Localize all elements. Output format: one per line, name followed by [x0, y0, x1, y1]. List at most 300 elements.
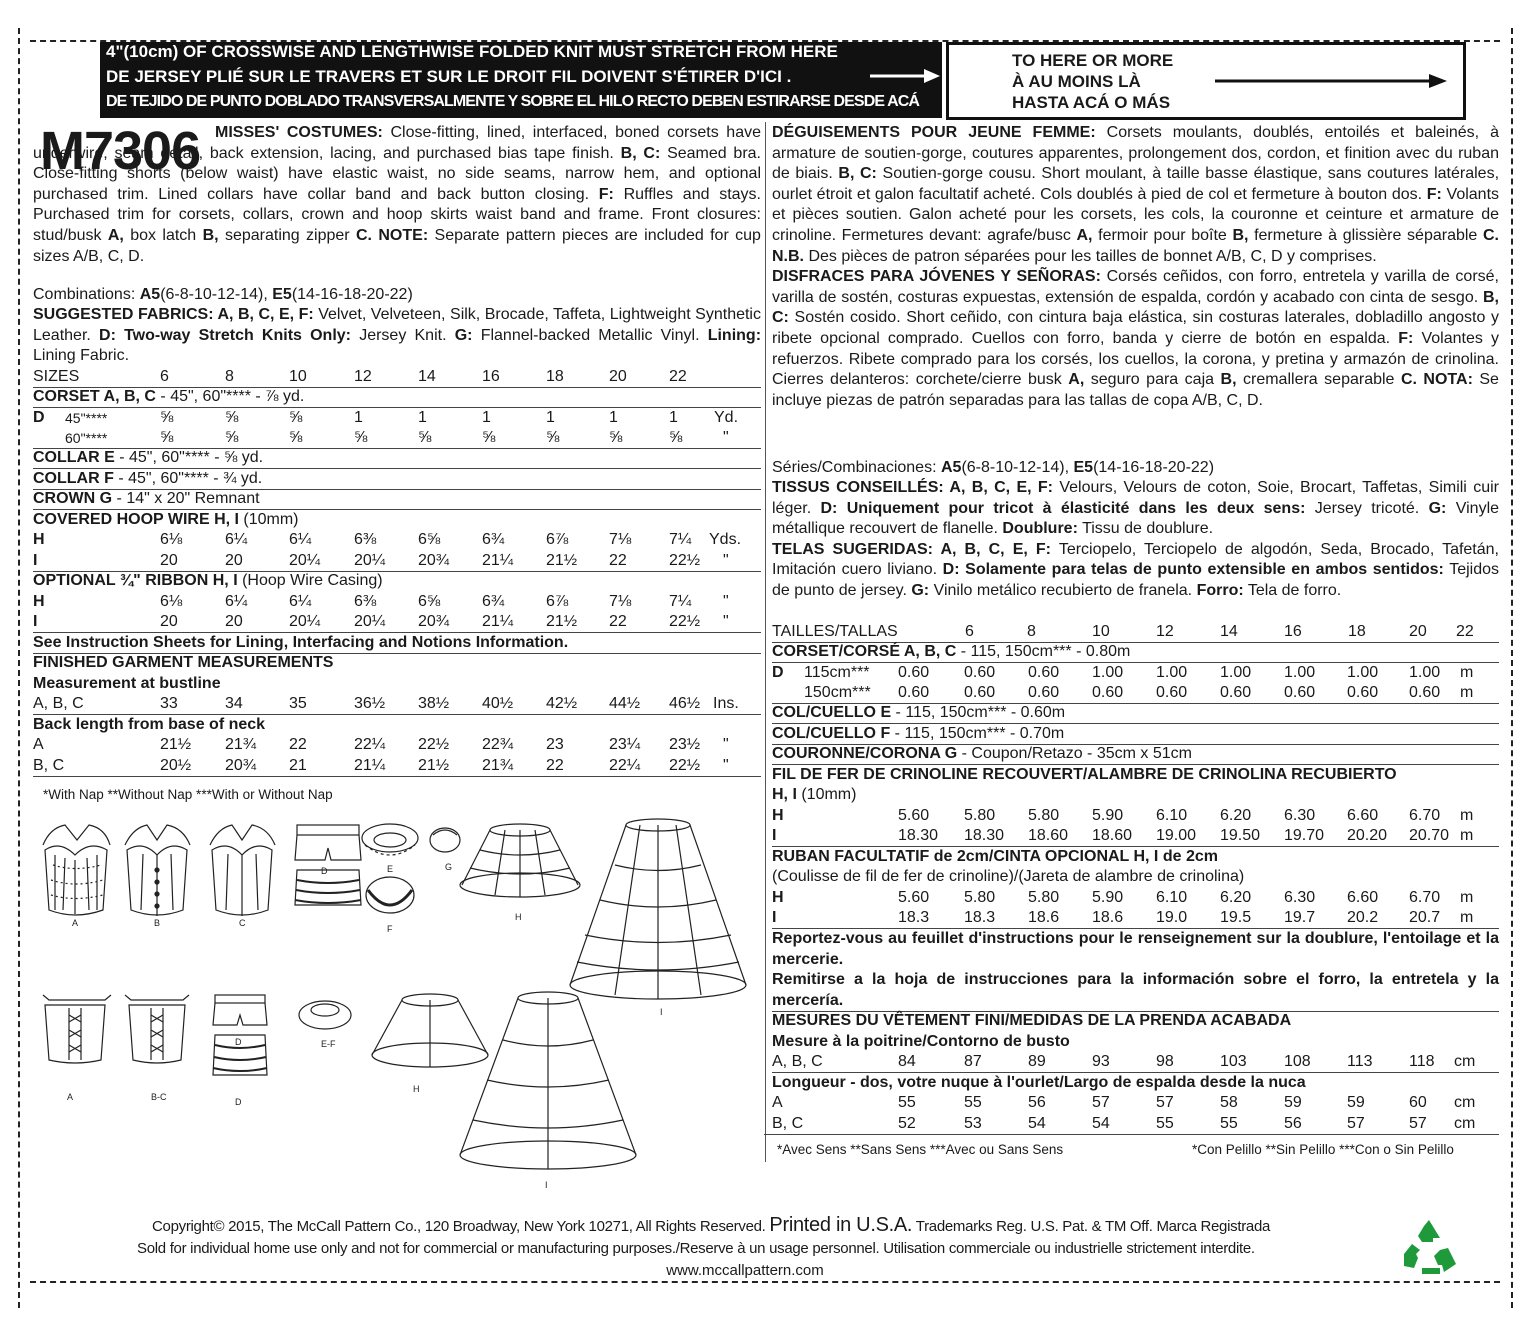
measure-cell: 22½	[418, 736, 450, 753]
description-title: DÉGUISEMENTS POUR JEUNE FEMME:	[772, 124, 1096, 141]
metric-cell: 18.3	[964, 909, 996, 926]
measure-cell: 55	[898, 1094, 916, 1111]
yardage-cell: 6⅝	[418, 593, 441, 610]
yardage-cell: 20	[160, 552, 178, 569]
description-title: DISFRACES PARA JÓVENES Y SEÑORAS:	[772, 268, 1101, 286]
ditto-mark: "	[723, 593, 729, 610]
copyright-line	[152, 1214, 1270, 1237]
row-label: H	[772, 889, 784, 906]
metric-cell: 0.60	[964, 684, 996, 701]
row-label: COLLAR E	[33, 449, 115, 466]
measure-cell: 22¼	[609, 757, 641, 774]
metric-cell: 0.60	[1284, 684, 1316, 701]
view-label-d-back: D	[235, 1037, 242, 1047]
metric-cell: 0.60	[1220, 684, 1252, 701]
fabrics-text: Tissu de doublure.	[1082, 520, 1214, 538]
instruction-text: See Instruction Sheets for Lining, Interfacing and Notions Information.	[33, 634, 569, 651]
ditto-mark: "	[723, 429, 729, 446]
corset-row	[33, 387, 304, 407]
row-value: - 115, 150cm*** - 0.60m	[891, 704, 1066, 721]
row-label: COVERED HOOP WIRE H, I	[33, 511, 239, 528]
view-label: F:	[598, 185, 614, 203]
description-text: seguro para caja	[1090, 371, 1215, 389]
ruban-heading	[772, 847, 1218, 867]
row-label: I	[772, 827, 777, 844]
corset-a-drawing	[43, 825, 110, 915]
view-label: C.	[1482, 226, 1499, 244]
ditto-mark: "	[723, 613, 729, 630]
fabrics-text: Terciopelo, Terciopelo de algodón, Seda, Brocado, Tafetán, Imitación cuero liviano.	[772, 540, 1499, 579]
yardage-cell: 1	[482, 409, 491, 426]
corset-a-back-drawing	[43, 995, 111, 1063]
row-label: B, C	[33, 757, 65, 774]
measure-cell: 35	[289, 695, 307, 712]
shorts-d-back-drawing	[213, 995, 267, 1075]
metric-cell: 20.20	[1347, 827, 1388, 844]
view-label: B,	[1220, 371, 1237, 389]
measure-cell: 20½	[160, 757, 192, 774]
yardage-cell: 1	[418, 409, 427, 426]
usage-notice: Sold for individual home use only and not for commercial or manufacturing purposes./Reserve à un usage personnel. Utilisation commerciale ou industrielle strictement interdite.	[137, 1240, 1255, 1257]
fr-es-fabrics	[772, 478, 1499, 602]
combo-sizes: (14-16-18-20-22)	[1093, 459, 1215, 476]
fabrics-title: TELAS SUGERIDAS: A, B, C, E, F:	[772, 540, 1052, 558]
metric-cell: 0.60	[1028, 684, 1060, 701]
yardage-cell: 1	[669, 409, 678, 426]
divider	[772, 662, 1499, 663]
description-text: Corsés ceñidos, con forro, entretela y varilla de corsé, varilla de sostén, costuras expuestas, extensión de espalda, cordón y acabado con cinta de sesgo.	[772, 268, 1500, 306]
corset-c-drawing	[210, 825, 275, 916]
metric-cell: 6.60	[1347, 807, 1379, 824]
yardage-cell: 1	[546, 409, 555, 426]
collar-e-row	[33, 448, 263, 468]
metric-cell: 6.70	[1409, 889, 1441, 906]
measure-cell: 22	[289, 736, 307, 753]
yardage-cell: 7¼	[669, 593, 692, 610]
row-value: - 45", 60"**** - ⅞ yd.	[155, 388, 305, 405]
metric-cell: 19.7	[1284, 909, 1316, 926]
metric-cell: 6.10	[1156, 807, 1188, 824]
description-text: Seamed bra. Close-fitting shorts (below waist) have elastic waist, no side seams, narrow hem, and optional purchased trim. Lined collars have collar band and back button closing.	[33, 144, 761, 203]
description-text: fermeture à glissière séparable	[1254, 226, 1478, 244]
size-cell: 10	[1092, 623, 1110, 640]
arrow-right-icon	[1213, 73, 1448, 89]
recycle-icon	[1400, 1218, 1458, 1274]
yardage-cell: 21¼	[482, 613, 514, 630]
cut-line-bottom	[30, 1281, 1500, 1283]
fabrics-label: D: Two-way Stretch Knits Only:	[99, 326, 352, 344]
metric-cell: 1.00	[1220, 664, 1252, 681]
sub-heading: Measurement at bustline	[33, 675, 221, 692]
yardage-cell: 22	[609, 552, 627, 569]
metric-cell: 0.60	[1156, 684, 1188, 701]
view-label: C.	[1400, 371, 1417, 389]
col-f-row	[772, 724, 1064, 744]
couronne-row	[772, 744, 1192, 764]
metric-cell: 6.60	[1347, 889, 1379, 906]
note-label: NOTA:	[1423, 371, 1473, 389]
metric-cell: 5.80	[964, 807, 996, 824]
description-text: box latch	[130, 226, 197, 244]
fabrics-label: G:	[1428, 499, 1447, 517]
yardage-cell: 20	[225, 613, 243, 630]
note-label: N.B.	[772, 247, 804, 265]
measure-cell: 103	[1220, 1053, 1247, 1070]
crown-g-row	[33, 489, 260, 509]
bust-heading	[33, 674, 221, 694]
english-description	[33, 123, 761, 267]
row-value: - 115, 150cm*** - 0.70m	[890, 725, 1065, 742]
description-text: cremallera separable	[1243, 371, 1395, 389]
row-label: CROWN G	[33, 490, 113, 507]
yardage-cell: 7⅛	[609, 531, 632, 548]
measure-cell: 22½	[669, 757, 701, 774]
yardage-cell: ⅝	[289, 429, 303, 446]
french-description	[772, 123, 1499, 411]
description-text: Se incluye piezas de patrón separadas para las tallas de copa A/B, C, D.	[772, 371, 1499, 409]
size-cell: 6	[965, 623, 974, 640]
yardage-cell: ⅝	[160, 409, 174, 426]
series-combinations	[772, 458, 1499, 479]
fabrics-text: Tela de forro.	[1247, 581, 1342, 599]
collar-e-drawing	[362, 824, 418, 855]
metric-cell: 19.0	[1156, 909, 1188, 926]
nap-note-fr: *Avec Sens **Sans Sens ***Avec ou Sans Sens	[777, 1142, 1064, 1157]
size-cell: 14	[418, 368, 436, 385]
english-fabrics	[33, 305, 761, 367]
row-label: A	[772, 1094, 783, 1111]
description-text: fermoir pour boîte	[1098, 226, 1227, 244]
measure-cell: 56	[1284, 1115, 1302, 1132]
view-label-h: H	[515, 912, 522, 922]
row-label: OPTIONAL ¾" RIBBON H, I	[33, 572, 238, 589]
unit-label: cm	[1454, 1094, 1476, 1111]
view-label-a-back: A	[67, 1092, 74, 1102]
measure-cell: 22	[546, 757, 564, 774]
fabrics-label: Lining:	[707, 326, 762, 344]
unit-label: Yd.	[714, 409, 739, 426]
yardage-cell: 21½	[546, 613, 578, 630]
unit-label: m	[1460, 684, 1474, 701]
view-label: F:	[1398, 329, 1414, 347]
yardage-cell: ⅝	[225, 429, 239, 446]
size-cell: 14	[1220, 623, 1238, 640]
ditto-mark: "	[723, 552, 729, 569]
width-label: 60"****	[65, 430, 108, 446]
stretch-target-fr: À AU MOINS LÀ	[1012, 72, 1141, 91]
fabrics-text: Velours, Velours de coton, Soie, Brocart, Taffetas, Simili cuir léger.	[772, 479, 1499, 517]
sizes-label: TAILLES/TALLAS	[772, 623, 898, 640]
measure-cell: 59	[1347, 1094, 1365, 1111]
unit-label: Ins.	[713, 695, 739, 712]
yardage-cell: 6¼	[289, 531, 312, 548]
measure-cell: 21½	[160, 736, 192, 753]
yardage-cell: 6⅞	[546, 531, 569, 548]
ditto-mark: "	[723, 736, 729, 753]
combo-code: A5	[139, 286, 161, 303]
row-label: A, B, C	[772, 1053, 823, 1070]
yardage-cell: ⅝	[669, 429, 683, 446]
metric-cell: 0.60	[1092, 684, 1124, 701]
row-value: - 14" x 20" Remnant	[112, 490, 260, 507]
yardage-cell: 22	[609, 613, 627, 630]
measure-cell: 57	[1156, 1094, 1174, 1111]
measure-cell: 46½	[669, 695, 701, 712]
sub-heading: Mesure à la poitrine/Contorno de busto	[772, 1033, 1070, 1050]
measure-cell: 89	[1028, 1053, 1046, 1070]
measure-cell: 21¼	[354, 757, 386, 774]
metric-cell: 1.00	[1347, 664, 1379, 681]
metric-cell: 18.60	[1092, 827, 1133, 844]
row-label: A, B, C	[33, 695, 84, 712]
row-value: - 45", 60"**** - ¾ yd.	[113, 470, 263, 487]
combo-sizes: (6-8-10-12-14),	[160, 286, 268, 303]
corset-b-drawing	[125, 825, 190, 916]
row-label: COLLAR F	[33, 470, 114, 487]
printed-in-text: Printed in U.S.A.	[769, 1214, 913, 1236]
measure-cell: 36½	[354, 695, 386, 712]
fabrics-text: Flannel-backed Metallic Vinyl.	[480, 326, 700, 344]
row-label: D	[33, 409, 45, 426]
view-label: B,	[1232, 226, 1249, 244]
measure-cell: 22¾	[482, 736, 514, 753]
measure-cell: 118	[1409, 1053, 1435, 1070]
row-value: (Hoop Wire Casing)	[237, 572, 383, 589]
fabrics-label: D: Solamente para telas de punto extensible en ambos sentidos:	[942, 561, 1444, 579]
metric-cell: 5.90	[1092, 889, 1124, 906]
view-label-d-back-2: D	[235, 1097, 242, 1107]
column-divider	[765, 122, 766, 1162]
yardage-cell: 6¾	[482, 531, 505, 548]
yardage-cell: 20¾	[418, 552, 450, 569]
fil-heading	[772, 765, 1397, 785]
yardage-cell: 6⅜	[354, 593, 377, 610]
stretch-target-box	[946, 42, 1466, 120]
unit-label: m	[1460, 889, 1474, 906]
ruban-sub	[772, 867, 1244, 887]
yardage-cell: 6⅜	[354, 531, 377, 548]
yardage-cell: 20¾	[418, 613, 450, 630]
yardage-cell: 21½	[546, 552, 578, 569]
row-label: H	[33, 531, 45, 548]
size-cell: 22	[669, 368, 687, 385]
yardage-cell: 20¼	[289, 613, 321, 630]
measure-cell: 21¾	[225, 736, 257, 753]
fabrics-label: G:	[454, 326, 473, 344]
size-cell: 22	[1456, 623, 1474, 640]
row-value: - Coupon/Retazo - 35cm x 51cm	[957, 745, 1192, 762]
yardage-cell: 6¾	[482, 593, 505, 610]
metric-cell: 1.00	[1409, 664, 1441, 681]
size-cell: 16	[482, 368, 500, 385]
metric-cell: 18.6	[1092, 909, 1124, 926]
combo-code: E5	[1073, 459, 1094, 476]
unit-label: cm	[1454, 1115, 1476, 1132]
fabrics-text: Velvet, Velveteen, Silk, Brocade, Taffeta, Lightweight Synthetic Leather.	[33, 306, 761, 344]
description-text: Volantes y refuerzos. Ribete comprado para los corsés, los cuellos, la corona, y pretina y armazón de crinolina. Cierres delanteros: corchete/cierre busk	[772, 329, 1500, 389]
row-label: CORSET A, B, C	[33, 388, 156, 405]
yardage-cell: 20	[160, 613, 178, 630]
metric-cell: 5.80	[1028, 807, 1060, 824]
width-label: 115cm***	[804, 664, 870, 681]
yardage-cell: 6¼	[225, 531, 248, 548]
measure-cell: 52	[898, 1115, 916, 1132]
metric-cell: 0.60	[1409, 684, 1441, 701]
row-label: I	[33, 552, 38, 569]
metric-cell: 1.00	[1092, 664, 1124, 681]
yardage-cell: ⅝	[160, 429, 174, 446]
stretch-line-fr: DE JERSEY PLIÉ SUR LE TRAVERS ET SUR LE DROIT FIL DOIVENT S'ÉTIRER D'ICI .	[106, 67, 792, 86]
nap-note-es: *Con Pelillo **Sin Pelillo ***Con o Sin Pelillo	[1192, 1142, 1454, 1157]
yardage-cell: 6⅝	[418, 531, 441, 548]
fabrics-label: G:	[911, 581, 930, 599]
metric-cell: 0.60	[898, 684, 930, 701]
garment-line-drawings	[25, 810, 760, 1195]
row-label: COL/CUELLO F	[772, 725, 891, 742]
fabrics-text: Vinilo metálico recubierto de franela.	[933, 581, 1193, 599]
row-value: - 115, 150cm*** - 0.80m	[956, 643, 1131, 660]
size-cell: 16	[1284, 623, 1302, 640]
metric-cell: 5.90	[1092, 807, 1124, 824]
measure-cell: 21½	[418, 757, 450, 774]
yardage-cell: 7¼	[669, 531, 692, 548]
yardage-cell: 6⅞	[546, 593, 569, 610]
fabrics-text: Jersey tricoté.	[1314, 499, 1420, 517]
measure-cell: 53	[964, 1115, 982, 1132]
yardage-cell: 6¼	[289, 593, 312, 610]
divider	[33, 407, 761, 408]
size-cell: 20	[609, 368, 627, 385]
trademarks-text: Trademarks Reg. U.S. Pat. & TM Off. Marca Registrada	[915, 1218, 1271, 1235]
sizes-label: SIZES	[33, 368, 80, 385]
mesures-heading	[772, 1011, 1291, 1031]
view-label-g: G	[445, 862, 453, 872]
view-label-f: F	[387, 924, 393, 934]
metric-cell: 5.80	[964, 889, 996, 906]
row-label: B, C	[772, 1115, 804, 1132]
view-label-c: C	[239, 918, 246, 928]
metric-cell: 0.60	[1028, 664, 1060, 681]
row-value: (10mm)	[796, 786, 857, 803]
row-label: FIL DE FER DE CRINOLINE RECOUVERT/ALAMBRE DE CRINOLINA RECUBIERTO	[772, 766, 1397, 783]
view-label: A,	[1068, 371, 1085, 389]
size-cell: 20	[1409, 623, 1427, 640]
yardage-cell: ⅝	[225, 409, 239, 426]
metric-cell: 6.30	[1284, 807, 1316, 824]
metric-cell: 5.60	[898, 889, 930, 906]
row-label: D	[772, 664, 784, 681]
fabrics-text: Lining Fabric.	[33, 347, 130, 365]
hoop-skirt-i-drawing	[570, 819, 746, 999]
measure-cell: 55	[1220, 1115, 1238, 1132]
row-label: H	[772, 807, 784, 824]
unit-label: m	[1460, 664, 1474, 681]
unit-label: cm	[1454, 1053, 1476, 1070]
fabrics-label: D: Uniquement pour tricot à élasticité dans les deux sens:	[820, 499, 1306, 517]
measure-cell: 55	[964, 1094, 982, 1111]
measure-cell: 58	[1220, 1094, 1238, 1111]
stretch-target-en: TO HERE OR MORE	[1012, 51, 1174, 70]
view-label-ef-back: E-F	[321, 1039, 336, 1049]
stretch-line-en: 4"(10cm) OF CROSSWISE AND LENGTHWISE FOLDED KNIT MUST STRETCH FROM HERE	[106, 42, 838, 61]
measure-cell: 60	[1409, 1094, 1427, 1111]
stretch-target-es: HASTA ACÁ O MÁS	[1012, 93, 1171, 112]
yardage-cell: 22½	[669, 552, 701, 569]
corset-row	[772, 642, 1130, 662]
combo-sizes: (14-16-18-20-22)	[291, 286, 413, 303]
size-cell: 10	[289, 368, 307, 385]
website-url: www.mccallpattern.com	[666, 1262, 824, 1279]
stretch-gauge-bar	[100, 42, 942, 118]
yardage-cell: 6⅛	[160, 593, 183, 610]
description-text: Volants et pièces soutien. Galon acheté pour les corsets, les cols, la couronne et ceinture et armature de crinoline. Fermetures devant: agrafe/busc	[772, 185, 1500, 244]
unit-label: Yds.	[709, 531, 742, 548]
yardage-cell: 21¼	[482, 552, 514, 569]
mesure-bust-heading	[772, 1032, 1070, 1052]
size-cell: 18	[1348, 623, 1366, 640]
metric-cell: 0.60	[898, 664, 930, 681]
row-label: H	[33, 593, 45, 610]
yardage-cell: 6¼	[225, 593, 248, 610]
description-text: Des pièces de patron séparées pour les tailles de bonnet A/B, C, D y comprises.	[808, 247, 1377, 265]
row-label: I	[33, 613, 38, 630]
ribbon-row	[33, 571, 383, 591]
metric-cell: 6.10	[1156, 889, 1188, 906]
measure-cell: 34	[225, 695, 243, 712]
view-label: B,	[202, 226, 219, 244]
hoop-skirt-h-back-drawing	[372, 994, 488, 1067]
metric-cell: 18.3	[898, 909, 930, 926]
size-cell: 8	[225, 368, 234, 385]
longueur-heading	[772, 1073, 1306, 1093]
shorts-d-drawing	[295, 825, 361, 905]
metric-cell: 6.30	[1284, 889, 1316, 906]
view-label: C.	[356, 226, 372, 244]
view-label: F:	[1426, 185, 1442, 203]
metric-cell: 5.80	[1028, 889, 1060, 906]
instruction-note-es	[772, 970, 1499, 1011]
metric-cell: 1.00	[1284, 664, 1316, 681]
view-label: B, C:	[772, 288, 1499, 327]
yardage-cell: 20¼	[289, 552, 321, 569]
combo-code: A5	[940, 459, 962, 476]
view-label-i: I	[660, 1007, 663, 1017]
metric-cell: 19.5	[1220, 909, 1252, 926]
combo-sizes: (6-8-10-12-14),	[961, 459, 1070, 476]
combinations-label: Combinations:	[33, 286, 136, 303]
size-cell: 12	[1156, 623, 1174, 640]
description-text: Close-fitting, lined, interfaced, boned corsets have underwire, seam detail, back extension, lacing, and purchased bias tape finish.	[33, 124, 762, 162]
measure-cell: 44½	[609, 695, 641, 712]
description-text: Corsets moulants, doublés, entoilés et baleinés, à armature de soutien-gorge, coutures apparentes, prolongement dos, cordon, et finition avec du ruban de biais.	[772, 124, 1500, 183]
measure-cell: 93	[1092, 1053, 1110, 1070]
fabrics-label: Forro:	[1196, 581, 1244, 599]
measure-cell: 87	[964, 1053, 982, 1070]
metric-cell: 18.30	[898, 827, 939, 844]
yardage-cell: 7⅛	[609, 593, 632, 610]
arrow-right-icon	[868, 68, 940, 84]
stretch-line-es: DE TEJIDO DE PUNTO DOBLADO TRANSVERSALMENTE Y SOBRE EL HILO RECTO DEBEN ESTIRARSE DESDE ACÁ	[106, 93, 920, 110]
fabrics-title: TISSUS CONSEILLÉS: A, B, C, E, F:	[772, 479, 1053, 496]
ditto-mark: "	[723, 757, 729, 774]
measure-cell: 23	[546, 736, 564, 753]
view-label: A,	[1076, 226, 1093, 244]
yardage-cell: 6⅛	[160, 531, 183, 548]
row-value: (10mm)	[238, 511, 299, 528]
english-yardage-table	[33, 367, 761, 807]
yardage-cell: 20¼	[354, 552, 386, 569]
view-label: B, C:	[838, 165, 877, 183]
